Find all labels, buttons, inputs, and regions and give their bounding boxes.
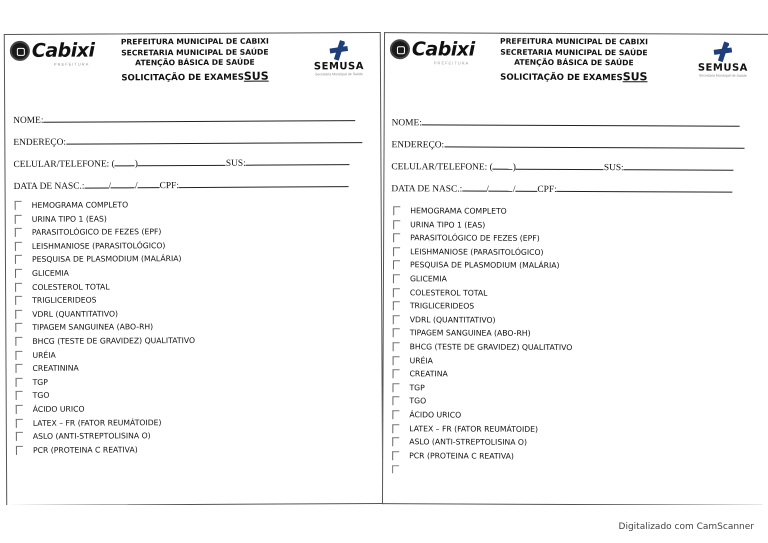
exam-item[interactable]: URINA TIPO 1 (EAS) bbox=[12, 212, 195, 227]
exam-item[interactable]: PESQUISA DE PLASMODIUM (MALÁRIA) bbox=[390, 259, 573, 273]
checkbox[interactable] bbox=[15, 310, 22, 319]
exam-item[interactable]: TIPAGEM SANGUINEA (ABO-RH) bbox=[390, 327, 573, 341]
partner-sub: Secretaria Municipal de Saúde bbox=[698, 73, 747, 78]
checkbox[interactable] bbox=[392, 451, 399, 460]
exam-checklist bbox=[12, 198, 196, 457]
semusa-logo bbox=[309, 39, 369, 76]
field-celular[interactable]: CELULAR/TELEFONE: ( ) SUS: bbox=[391, 159, 733, 173]
checkbox[interactable] bbox=[15, 201, 22, 210]
exam-item[interactable]: COLESTEROL TOTAL bbox=[390, 286, 573, 300]
checkbox[interactable] bbox=[392, 424, 399, 433]
exam-item[interactable]: URÉIA bbox=[12, 348, 195, 363]
exam-request-form-right bbox=[382, 32, 768, 506]
title-sus: SUS bbox=[243, 69, 269, 83]
exam-item[interactable]: ÁCIDO URICO bbox=[389, 408, 572, 422]
field-data-nasc[interactable]: DATA DE NASC.: / / CPF: bbox=[14, 177, 349, 192]
exam-item[interactable]: TRIGLICERIDEOS bbox=[390, 299, 573, 313]
exam-item[interactable]: VDRL (QUANTITATIVO) bbox=[12, 307, 195, 322]
checkbox[interactable] bbox=[15, 228, 22, 237]
checkbox[interactable] bbox=[393, 329, 400, 338]
exam-item[interactable]: URÉIA bbox=[390, 354, 573, 368]
checkbox[interactable] bbox=[392, 383, 399, 392]
exam-item[interactable]: GLICEMIA bbox=[390, 272, 573, 286]
checkbox[interactable] bbox=[393, 233, 400, 242]
partner-name: SEMUSA bbox=[697, 62, 748, 74]
brand-tagline: PREFEITURA bbox=[53, 61, 90, 67]
exam-item[interactable]: CREATININA bbox=[12, 361, 195, 376]
checkbox[interactable] bbox=[393, 220, 400, 229]
exam-item[interactable]: PCR (PROTEINA C REATIVA) bbox=[13, 443, 196, 458]
checkbox[interactable] bbox=[393, 261, 400, 270]
checkbox[interactable] bbox=[15, 350, 22, 359]
checkbox[interactable] bbox=[16, 446, 23, 455]
exam-item[interactable]: VDRL (QUANTITATIVO) bbox=[390, 313, 573, 327]
title-sus: SUS bbox=[622, 69, 648, 83]
field-endereco[interactable]: ENDEREÇO: bbox=[13, 133, 362, 148]
checkbox[interactable] bbox=[392, 397, 399, 406]
exam-item[interactable]: LATEX – FR (FATOR REUMÁTOIDE) bbox=[13, 415, 196, 430]
checkbox[interactable] bbox=[393, 342, 400, 351]
header-line: SECRETARIA MUNICIPAL DE SAÚDE bbox=[500, 47, 648, 57]
checkbox[interactable] bbox=[16, 432, 23, 441]
checkbox[interactable] bbox=[392, 437, 399, 446]
checkbox[interactable] bbox=[393, 301, 400, 310]
cabixi-logo bbox=[10, 39, 95, 67]
exam-item[interactable]: LATEX – FR (FATOR REUMÁTOIDE) bbox=[389, 422, 572, 436]
field-endereco[interactable]: ENDEREÇO: bbox=[392, 137, 745, 152]
exam-item[interactable]: ASLO (ANTI-STREPTOLISINA O) bbox=[389, 435, 572, 449]
checkbox[interactable] bbox=[15, 337, 22, 346]
cabixi-logo bbox=[390, 38, 475, 66]
field-nome[interactable]: NOME: bbox=[13, 111, 355, 126]
exam-item[interactable]: PARASITOLÓGICO DE FEZES (EPF) bbox=[12, 225, 195, 240]
checkbox[interactable] bbox=[393, 288, 400, 297]
partner-sub: Secretaria Municipal de Saúde bbox=[315, 72, 363, 77]
brand-tagline: PREFEITURA bbox=[433, 60, 470, 66]
field-sus-label: SUS: bbox=[225, 158, 246, 169]
exam-item[interactable]: LEISHMANIOSE (PARASITOLÓGICO) bbox=[390, 245, 573, 259]
exam-item[interactable]: TRIGLICERIDEOS bbox=[12, 293, 195, 308]
checkbox[interactable] bbox=[393, 315, 400, 324]
exam-item[interactable]: PCR (PROTEINA C REATIVA) bbox=[389, 449, 572, 463]
header-line: ATENÇÃO BÁSICA DE SAÚDE bbox=[135, 57, 255, 68]
form-title: SOLICITAÇÃO DE EXAMESSUS bbox=[500, 69, 648, 83]
header-line: SECRETARIA MUNICIPAL DE SAÚDE bbox=[121, 47, 269, 57]
checkbox[interactable] bbox=[392, 410, 399, 419]
semusa-logo bbox=[693, 41, 753, 78]
checkbox[interactable] bbox=[16, 378, 23, 387]
checkbox[interactable] bbox=[16, 405, 23, 414]
checkbox[interactable] bbox=[15, 323, 22, 332]
exam-checklist bbox=[389, 204, 573, 463]
form-header bbox=[483, 37, 665, 85]
exam-item[interactable]: BHCG (TESTE DE GRAVIDEZ) QUALITATIVO bbox=[390, 340, 573, 354]
brand-name: Cabixi bbox=[31, 39, 95, 62]
checkbox[interactable] bbox=[393, 274, 400, 283]
form-header bbox=[105, 37, 285, 85]
scanner-watermark: Digitalizado com CamScanner bbox=[618, 522, 754, 532]
municipal-seal-icon bbox=[390, 39, 410, 59]
field-nome[interactable]: NOME: bbox=[392, 115, 740, 130]
header-line: PREFEITURA MUNICIPAL DE CABIXI bbox=[500, 36, 648, 47]
checkbox[interactable] bbox=[393, 247, 400, 256]
exam-item[interactable]: TGO bbox=[389, 395, 572, 409]
exam-item[interactable]: TGP bbox=[389, 381, 572, 395]
exam-item[interactable]: COLESTEROL TOTAL bbox=[12, 280, 195, 295]
checkbox[interactable] bbox=[393, 206, 400, 215]
checkbox[interactable] bbox=[15, 242, 22, 251]
exam-item[interactable]: GLICEMIA bbox=[12, 266, 195, 281]
field-cpf-label: CPF: bbox=[159, 181, 179, 192]
exam-item[interactable]: HEMOGRAMA COMPLETO bbox=[390, 204, 573, 218]
exam-item[interactable]: ÁCIDO URICO bbox=[13, 402, 196, 417]
exam-item[interactable]: LEISHMANIOSE (PARASITOLÓGICO) bbox=[12, 239, 195, 254]
exam-item[interactable]: CREATINA bbox=[390, 367, 573, 381]
checkbox[interactable] bbox=[15, 269, 22, 278]
checkbox[interactable] bbox=[15, 214, 22, 223]
field-celular[interactable]: CELULAR/TELEFONE: ( ) SUS: bbox=[13, 155, 349, 170]
exam-item[interactable]: TIPAGEM SANGUINEA (ABO-RH) bbox=[12, 320, 195, 335]
exam-item[interactable]: TGO bbox=[13, 388, 196, 403]
exam-item[interactable]: PESQUISA DE PLASMODIUM (MALÁRIA) bbox=[12, 252, 195, 267]
field-data-nasc[interactable]: DATA DE NASC.: / / CPF: bbox=[391, 181, 732, 195]
exam-item[interactable]: PARASITOLÓGICO DE FEZES (EPF) bbox=[390, 231, 573, 245]
checkbox[interactable] bbox=[15, 282, 22, 291]
checkbox[interactable] bbox=[15, 364, 22, 373]
header-line: ATENÇÃO BÁSICA DE SAÚDE bbox=[514, 57, 634, 68]
municipal-seal-icon bbox=[10, 41, 30, 61]
exam-item[interactable]: ASLO (ANTI-STREPTOLISINA O) bbox=[13, 429, 196, 444]
brand-name: Cabixi bbox=[411, 38, 475, 61]
checkbox[interactable] bbox=[15, 296, 22, 305]
checkbox[interactable] bbox=[393, 356, 400, 365]
checkbox[interactable] bbox=[16, 418, 23, 427]
semusa-cross-icon bbox=[309, 39, 369, 61]
checkbox[interactable] bbox=[393, 369, 400, 378]
semusa-cross-icon bbox=[693, 41, 753, 63]
field-cpf-label: CPF: bbox=[537, 184, 557, 195]
exam-item[interactable]: URINA TIPO 1 (EAS) bbox=[390, 218, 573, 232]
exam-item[interactable]: TGP bbox=[13, 375, 196, 390]
partner-name: SEMUSA bbox=[313, 61, 364, 73]
header-line: PREFEITURA MUNICIPAL DE CABIXI bbox=[120, 36, 269, 47]
checkbox[interactable] bbox=[16, 391, 23, 400]
field-sus-label: SUS: bbox=[603, 163, 624, 174]
checkbox[interactable] bbox=[15, 255, 22, 264]
exam-request-form-left bbox=[4, 32, 383, 506]
form-title: SOLICITAÇÃO DE EXAMESSUS bbox=[121, 69, 269, 83]
empty-checkbox[interactable] bbox=[392, 465, 399, 473]
exam-item[interactable]: HEMOGRAMA COMPLETO bbox=[12, 198, 195, 213]
exam-item[interactable]: BHCG (TESTE DE GRAVIDEZ) QUALITATIVO bbox=[12, 334, 195, 349]
